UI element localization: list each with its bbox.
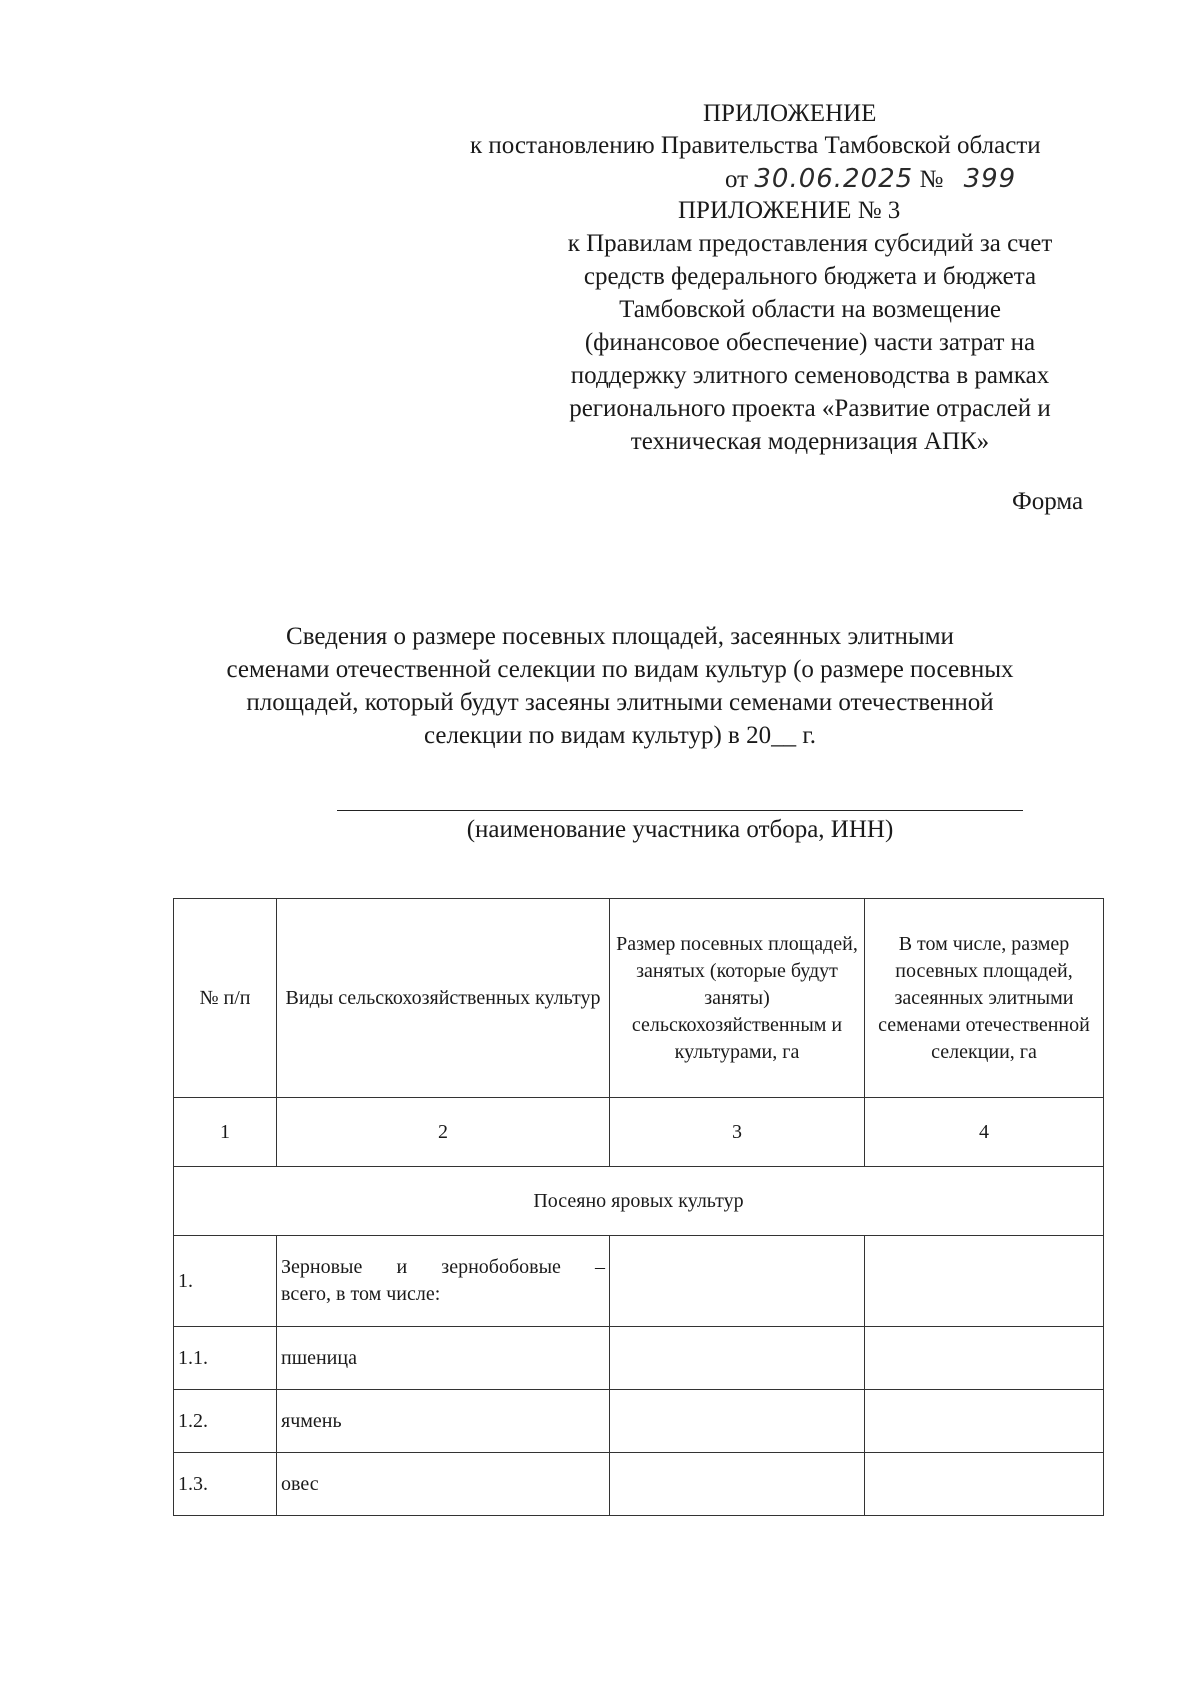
title-line: семенами отечественной селекции по видам культур (о размере посевных <box>226 656 1014 683</box>
appendix-title: ПРИЛОЖЕНИЕ <box>703 100 877 127</box>
header-sown-area: Размер посевных площадей, занятых (которые будут заняты) сельскохозяйственным и культурами, га <box>610 899 865 1098</box>
appendix3-title: ПРИЛОЖЕНИЕ № 3 <box>678 197 901 224</box>
participant-caption: (наименование участника отбора, ИНН) <box>466 816 894 843</box>
title-line: площадей, который будут засеяны элитными семенами отечественной <box>246 689 994 716</box>
title-line: Сведения о размере посевных площадей, засеянных элитными <box>286 623 954 650</box>
table-header-row <box>174 899 1104 1098</box>
appendix3-description <box>500 227 1120 458</box>
sown-area-cell <box>610 1327 865 1390</box>
elite-area-cell <box>865 1453 1104 1516</box>
number-sign: № <box>919 166 944 193</box>
sown-area-cell <box>610 1453 865 1516</box>
row-crop-name: пшеница <box>277 1327 610 1390</box>
elite-area-cell <box>865 1327 1104 1390</box>
date-prefix: от <box>725 166 749 193</box>
header-number: № п/п <box>174 899 277 1098</box>
section-title: Посеяно яровых культур <box>174 1167 1104 1236</box>
table-row <box>174 1236 1104 1327</box>
column-number: 3 <box>610 1098 865 1167</box>
appendix3-line: регионального проекта «Развитие отраслей и <box>569 395 1051 422</box>
handwritten-date: 30.06.2025 <box>754 164 914 194</box>
appendix3-line: поддержку элитного семеноводства в рамках <box>570 362 1050 389</box>
appendix3-line: техническая модернизация АПК» <box>630 428 990 455</box>
participant-name-line <box>337 810 1023 811</box>
crop-name-line: всего, в том числе: <box>281 1283 441 1305</box>
header-elite-area: В том числе, размер посевных площадей, засеянных элитными семенами отечественной селекции, га <box>865 899 1104 1098</box>
header-crop-types: Виды сельскохозяйственных культур <box>277 899 610 1098</box>
column-number: 1 <box>174 1098 277 1167</box>
appendix3-line: к Правилам предоставления субсидий за счет <box>567 230 1053 257</box>
handwritten-number: 399 <box>963 164 1017 194</box>
row-number: 1.2. <box>174 1390 277 1453</box>
table-row <box>174 1453 1104 1516</box>
row-crop-name: ячмень <box>277 1390 610 1453</box>
sowing-areas-table <box>173 898 1104 1516</box>
elite-area-cell <box>865 1236 1104 1327</box>
title-line: селекции по видам культур) в 20__ г. <box>423 722 817 749</box>
form-label: Форма <box>1012 488 1084 515</box>
row-number: 1. <box>174 1236 277 1327</box>
row-crop-name: овес <box>277 1453 610 1516</box>
sown-area-cell <box>610 1236 865 1327</box>
row-crop-name <box>277 1236 610 1327</box>
crop-name-line: Зерновые и зернобобовые – <box>281 1256 605 1278</box>
row-number: 1.3. <box>174 1453 277 1516</box>
elite-area-cell <box>865 1390 1104 1453</box>
appendix3-line: Тамбовской области на возмещение <box>619 296 1001 323</box>
column-number: 2 <box>277 1098 610 1167</box>
column-numbers-row <box>174 1098 1104 1167</box>
section-row <box>174 1167 1104 1236</box>
column-number: 4 <box>865 1098 1104 1167</box>
resolution-date-line <box>725 163 1016 196</box>
appendix3-line: средств федерального бюджета и бюджета <box>583 263 1037 290</box>
sown-area-cell <box>610 1390 865 1453</box>
appendix3-line: (финансовое обеспечение) части затрат на <box>584 329 1036 356</box>
table-row <box>174 1390 1104 1453</box>
document-title <box>150 620 1090 752</box>
resolution-reference: к постановлению Правительства Тамбовской области <box>470 132 1041 159</box>
table-row <box>174 1327 1104 1390</box>
row-number: 1.1. <box>174 1327 277 1390</box>
